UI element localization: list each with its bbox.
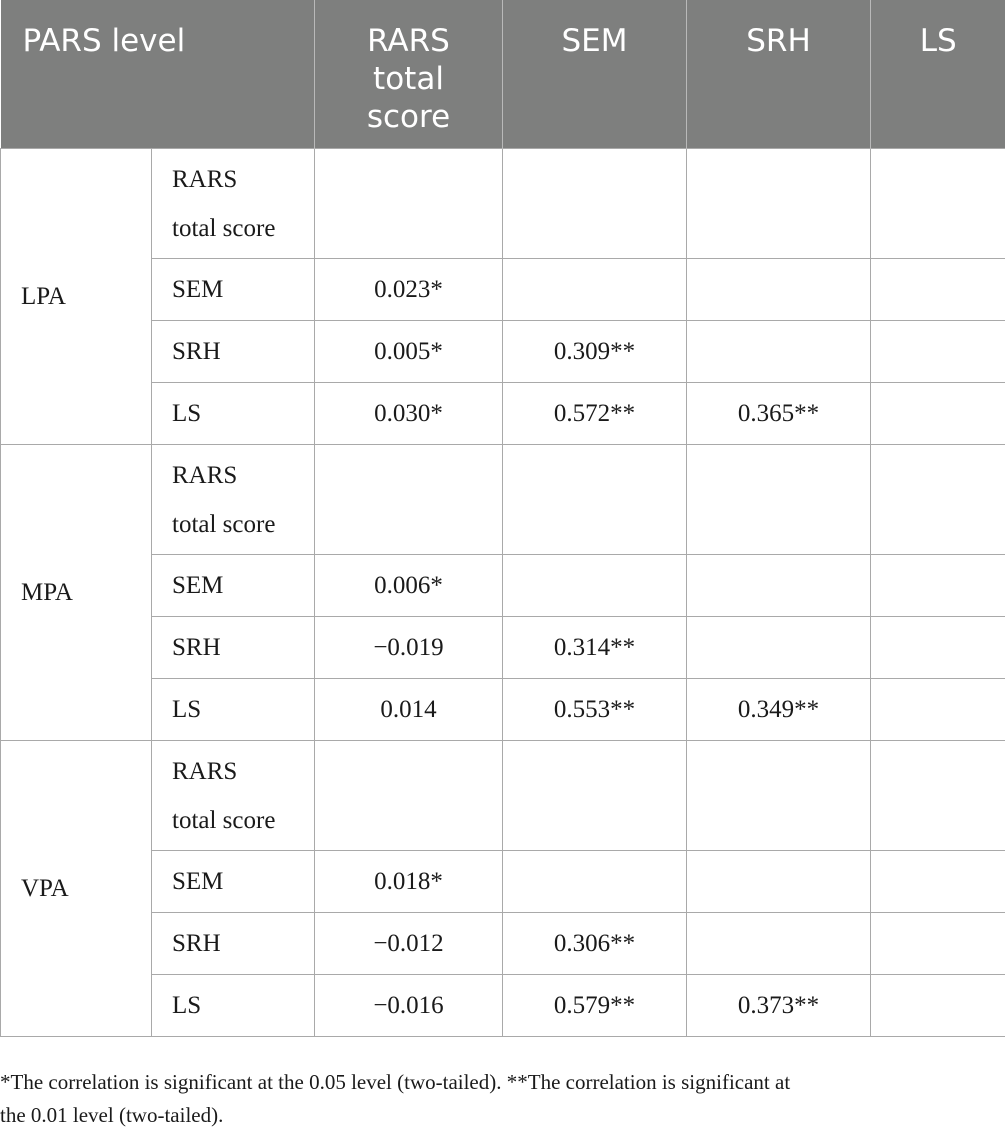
correlation-cell: 0.373** [687, 975, 871, 1037]
correlation-cell: 0.349** [687, 679, 871, 741]
variable-label [152, 321, 315, 383]
table-body [1, 149, 1005, 1037]
correlation-cell: 0.309** [503, 321, 687, 383]
correlation-cell [687, 149, 871, 259]
table-row [1, 617, 1005, 679]
variable-label-line: LS [172, 399, 202, 427]
correlation-cell: 0.572** [503, 383, 687, 445]
footnote-line: *The correlation is significant at the 0.05 level (two-tailed). **The correlation is significant at [0, 1070, 791, 1094]
correlation-cell [871, 555, 1005, 617]
correlation-cell [503, 259, 687, 321]
correlation-cell [687, 445, 871, 555]
correlation-cell: −0.019 [315, 617, 503, 679]
group-label: LPA [1, 149, 152, 445]
table-row [1, 975, 1005, 1037]
correlation-cell: 0.006* [315, 555, 503, 617]
table-row [1, 321, 1005, 383]
correlation-cell [503, 741, 687, 851]
correlation-cell [503, 149, 687, 259]
table-row [1, 259, 1005, 321]
correlation-cell [503, 445, 687, 555]
correlation-cell [315, 149, 503, 259]
footnote-line: the 0.01 level (two-tailed). [0, 1103, 224, 1127]
correlation-cell: 0.014 [315, 679, 503, 741]
group-label: VPA [1, 741, 152, 1037]
correlation-cell [687, 913, 871, 975]
correlation-cell [871, 321, 1005, 383]
correlation-cell [503, 851, 687, 913]
header-ls: LS [871, 0, 1005, 149]
correlation-cell [871, 617, 1005, 679]
variable-label-line: RARS [172, 757, 238, 785]
variable-label-line: SRH [172, 633, 221, 661]
variable-label-line: total score [172, 214, 276, 242]
correlation-cell [871, 445, 1005, 555]
table-footnote [0, 1066, 1005, 1132]
header-srh: SRH [687, 0, 871, 149]
correlation-cell: 0.579** [503, 975, 687, 1037]
correlation-cell: 0.005* [315, 321, 503, 383]
table-row [1, 679, 1005, 741]
table-row [1, 913, 1005, 975]
group-label: MPA [1, 445, 152, 741]
correlation-cell [687, 259, 871, 321]
correlation-cell [315, 741, 503, 851]
variable-label-line: RARS [172, 461, 238, 489]
variable-label [152, 383, 315, 445]
header-rars-total-score [315, 0, 503, 149]
correlation-cell [871, 149, 1005, 259]
correlation-cell: 0.314** [503, 617, 687, 679]
header-rars-line: total [373, 61, 444, 97]
variable-label-line: SRH [172, 929, 221, 957]
correlation-cell [687, 741, 871, 851]
correlation-cell: −0.016 [315, 975, 503, 1037]
variable-label [152, 741, 315, 851]
variable-label-line: LS [172, 991, 202, 1019]
table-row [1, 149, 1005, 259]
correlation-cell [687, 617, 871, 679]
correlation-cell [687, 321, 871, 383]
variable-label-line: SRH [172, 337, 221, 365]
header-row [1, 0, 1005, 149]
variable-label-line: total score [172, 510, 276, 538]
correlation-cell: 0.553** [503, 679, 687, 741]
correlation-cell: −0.012 [315, 913, 503, 975]
correlation-cell [871, 975, 1005, 1037]
header-pars-level: PARS level [1, 0, 315, 149]
variable-label [152, 617, 315, 679]
correlation-cell [315, 445, 503, 555]
variable-label [152, 259, 315, 321]
table-row [1, 555, 1005, 617]
table-row [1, 383, 1005, 445]
correlation-cell: 0.023* [315, 259, 503, 321]
header-rars-line: score [366, 99, 451, 135]
table-row [1, 851, 1005, 913]
correlation-cell [871, 383, 1005, 445]
variable-label [152, 445, 315, 555]
variable-label [152, 975, 315, 1037]
correlation-cell [687, 851, 871, 913]
table-row [1, 445, 1005, 555]
variable-label-line: SEM [172, 867, 224, 895]
variable-label [152, 851, 315, 913]
variable-label-line: RARS [172, 165, 238, 193]
correlation-cell [871, 741, 1005, 851]
variable-label-line: total score [172, 806, 276, 834]
table-row [1, 741, 1005, 851]
correlation-cell [687, 555, 871, 617]
correlation-cell: 0.018* [315, 851, 503, 913]
variable-label [152, 555, 315, 617]
correlation-cell [871, 679, 1005, 741]
correlation-cell [503, 555, 687, 617]
correlation-cell [871, 259, 1005, 321]
variable-label [152, 679, 315, 741]
header-rars-line: RARS [367, 23, 450, 59]
variable-label-line: LS [172, 695, 202, 723]
correlation-cell [871, 913, 1005, 975]
variable-label [152, 149, 315, 259]
header-sem: SEM [503, 0, 687, 149]
correlation-cell: 0.030* [315, 383, 503, 445]
correlation-cell [871, 851, 1005, 913]
variable-label [152, 913, 315, 975]
variable-label-line: SEM [172, 571, 224, 599]
correlation-cell: 0.365** [687, 383, 871, 445]
correlation-cell: 0.306** [503, 913, 687, 975]
variable-label-line: SEM [172, 275, 224, 303]
